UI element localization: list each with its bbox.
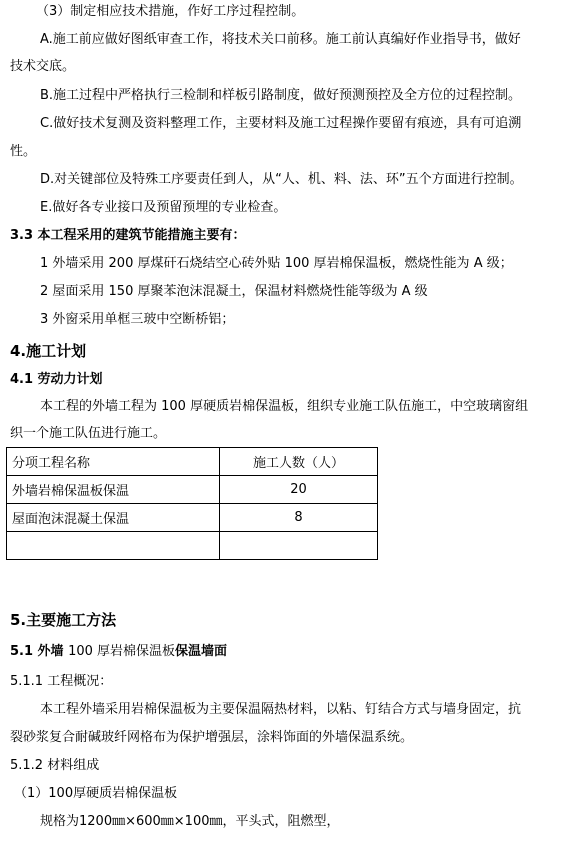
heading-5-1-prefix: 5.1 外墙 <box>10 644 69 659</box>
section-4-title: 4.施工计划 <box>10 342 87 360</box>
item-3-title: （3）制定相应技术措施，作好工序过程控制。 <box>36 4 305 19</box>
table-header-row <box>7 448 378 476</box>
heading-4-1: 4.1 劳动力计划 <box>10 372 103 387</box>
heading-3-3: 3.3 本工程采用的建筑节能措施主要有： <box>10 228 246 243</box>
labor-paragraph-line-1: 本工程的外墙工程为 100 厚硬质岩棉保温板，组织专业施工队伍施工，中空玻璃窗组 <box>40 399 529 414</box>
measure-3: 3 外窗采用单框三玻中空断桥铝； <box>40 312 235 327</box>
item-a-line-2: 技术交底。 <box>10 59 76 74</box>
measure-2: 2 屋面采用 150 厚聚苯泡沫混凝土，保温材料燃烧性能等级为 A 级 <box>40 284 428 299</box>
table-cell: 屋面泡沫混凝土保温 <box>7 504 220 532</box>
table-cell <box>220 532 378 560</box>
material-item-1: （1）100厚硬质岩棉保温板 <box>14 786 178 801</box>
table-header-cell: 施工人数（人） <box>220 448 378 476</box>
item-c-line-2: 性。 <box>10 144 37 159</box>
section-5-title: 5.主要施工方法 <box>10 611 117 629</box>
item-e-line-1: E.做好各专业接口及预留预埋的专业检查。 <box>40 200 287 215</box>
item-c-line-1: C.做好技术复测及资料整理工作，主要材料及施工过程操作要留有痕迹，具有可追溯 <box>40 116 522 131</box>
heading-5-1 <box>10 643 227 661</box>
labor-table <box>6 447 378 560</box>
item-d-line-1: D.对关键部位及特殊工序要责任到人，从“人、机、料、法、环”五个方面进行控制。 <box>40 172 523 187</box>
table-header-cell: 分项工程名称 <box>7 448 220 476</box>
heading-5-1-suffix: 保温墙面 <box>175 644 228 659</box>
overview-paragraph-line-1: 本工程外墙采用岩棉保温板为主要保温隔热材料，以粘、钉结合方式与墙身固定，抗 <box>40 702 522 717</box>
table-row <box>7 476 378 504</box>
table-cell: 20 <box>220 476 378 504</box>
item-a-line-1: A.施工前应做好图纸审查工作，将技术关口前移。施工前认真编好作业指导书，做好 <box>40 32 521 47</box>
heading-5-1-2: 5.1.2 材料组成 <box>10 758 100 773</box>
table-cell <box>7 532 220 560</box>
heading-5-1-1: 5.1.1 工程概况： <box>10 674 113 689</box>
table-cell: 外墙岩棉保温板保温 <box>7 476 220 504</box>
heading-5-1-middle: 100 厚岩棉保温板 <box>68 644 176 659</box>
material-spec: 规格为1200㎜×600㎜×100㎜，平头式，阻燃型， <box>40 814 340 829</box>
overview-paragraph-line-2: 裂砂浆复合耐碱玻纤网格布为保护增强层，涂料饰面的外墙保温系统。 <box>10 730 414 745</box>
measure-1: 1 外墙采用 200 厚煤矸石烧结空心砖外贴 100 厚岩棉保温板，燃烧性能为 A 级； <box>40 256 513 271</box>
table-row <box>7 532 378 560</box>
labor-paragraph-line-2: 织一个施工队伍进行施工。 <box>10 426 167 441</box>
table-cell: 8 <box>220 504 378 532</box>
item-b-line-1: B.施工过程中严格执行三检制和样板引路制度，做好预测预控及全方位的过程控制。 <box>40 88 522 103</box>
table-row <box>7 504 378 532</box>
